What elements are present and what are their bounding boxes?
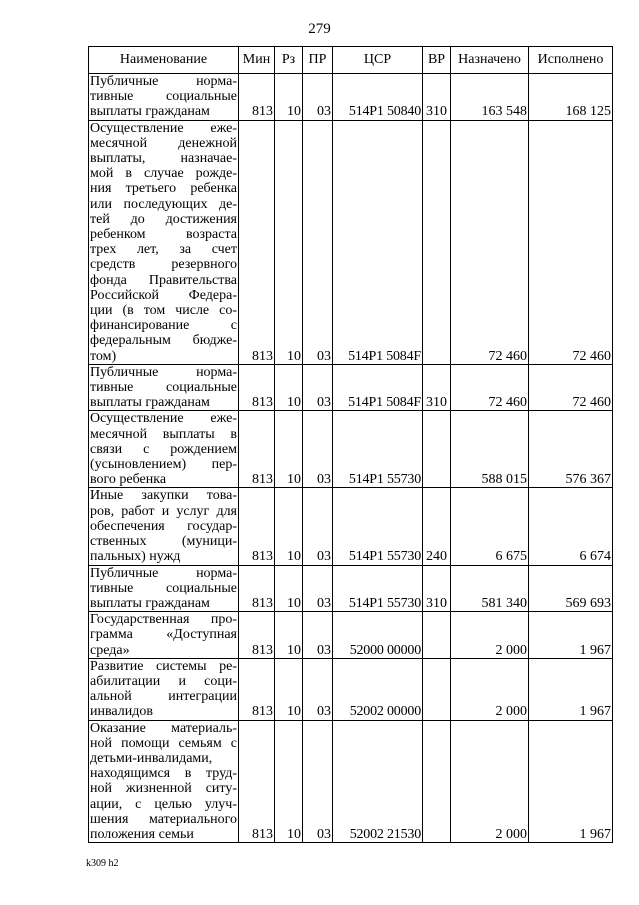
cell-vr: 310	[423, 74, 451, 121]
cell-rz: 10	[275, 74, 303, 121]
cell-name	[89, 658, 239, 720]
cell-csr: 514P1 50840	[333, 74, 423, 121]
cell-csr: 514P1 5084F	[333, 120, 423, 364]
name-line: Государственная про-	[90, 612, 237, 628]
header-vr: ВР	[423, 47, 451, 74]
cell-executed: 6 674	[529, 488, 613, 565]
cell-executed: 1 967	[529, 612, 613, 659]
cell-min: 813	[239, 411, 275, 488]
cell-vr	[423, 411, 451, 488]
name-line: выплаты гражданам	[90, 595, 210, 611]
name-line: ственных (муници-	[90, 534, 237, 550]
cell-assigned: 581 340	[451, 565, 529, 612]
name-line: выплаты гражданам	[90, 104, 210, 120]
table-row	[89, 720, 613, 843]
cell-rz: 10	[275, 488, 303, 565]
cell-executed: 569 693	[529, 565, 613, 612]
cell-executed: 1 967	[529, 720, 613, 843]
cell-executed: 72 460	[529, 364, 613, 411]
name-line: ации, с целью улуч-	[90, 796, 237, 812]
name-line: ции (в том числе со-	[90, 303, 237, 319]
name-line: ров, работ и услуг для	[90, 503, 237, 519]
footer-code: k309 h2	[86, 858, 119, 869]
header-row	[89, 47, 613, 74]
header-min: Мин	[239, 47, 275, 74]
cell-pr: 03	[303, 565, 333, 612]
cell-vr: 310	[423, 565, 451, 612]
cell-pr: 03	[303, 488, 333, 565]
name-line: абилитации и соци-	[90, 673, 237, 689]
name-line: (усыновлением) пер-	[90, 457, 237, 473]
table-row	[89, 488, 613, 565]
cell-name	[89, 364, 239, 411]
name-line: среда»	[90, 642, 130, 658]
name-line: Осуществление еже-	[90, 120, 237, 136]
name-line: вого ребенка	[90, 472, 167, 488]
name-line: пальных) нужд	[90, 549, 181, 565]
cell-rz: 10	[275, 411, 303, 488]
cell-vr	[423, 612, 451, 659]
cell-pr: 03	[303, 720, 333, 843]
cell-min: 813	[239, 565, 275, 612]
table-header	[89, 47, 613, 74]
name-line: том)	[90, 348, 117, 364]
name-line: Оказание материаль-	[90, 720, 237, 736]
cell-pr: 03	[303, 658, 333, 720]
cell-assigned: 6 675	[451, 488, 529, 565]
name-line: грамма «Доступная	[90, 627, 237, 643]
name-line: Публичные норма-	[90, 74, 237, 89]
cell-name	[89, 488, 239, 565]
cell-min: 813	[239, 612, 275, 659]
cell-executed: 1 967	[529, 658, 613, 720]
name-line: ребенком возраста	[90, 227, 237, 243]
name-line: шения материального	[90, 811, 237, 827]
cell-assigned: 2 000	[451, 612, 529, 659]
cell-assigned: 163 548	[451, 74, 529, 121]
name-line: тей до достижения	[90, 211, 237, 227]
cell-min: 813	[239, 658, 275, 720]
cell-name	[89, 120, 239, 364]
header-assigned: Назначено	[451, 47, 529, 74]
name-line: средств резервного	[90, 257, 237, 273]
cell-assigned: 72 460	[451, 120, 529, 364]
name-line: тивные социальные	[90, 380, 237, 396]
name-line: альной интеграции	[90, 689, 237, 705]
cell-vr: 310	[423, 364, 451, 411]
name-line: ной помощи семьям с	[90, 735, 237, 751]
header-name: Наименование	[89, 47, 239, 74]
name-line: находящимся в труд-	[90, 766, 237, 782]
name-line: месячной денежной	[90, 135, 237, 151]
cell-csr: 514P1 5084F	[333, 364, 423, 411]
cell-rz: 10	[275, 612, 303, 659]
cell-executed: 576 367	[529, 411, 613, 488]
name-line: Публичные норма-	[90, 565, 237, 581]
name-line: или последующих де-	[90, 196, 237, 212]
table-row	[89, 74, 613, 121]
header-csr: ЦСР	[333, 47, 423, 74]
name-line: Развитие системы ре-	[90, 658, 237, 674]
table-row	[89, 364, 613, 411]
name-line: трех лет, за счет	[90, 242, 237, 258]
cell-csr: 52000 00000	[333, 612, 423, 659]
cell-min: 813	[239, 364, 275, 411]
name-line: тивные социальные	[90, 89, 237, 105]
name-line: Публичные норма-	[90, 364, 237, 380]
name-line: Российской Федера-	[90, 287, 237, 303]
cell-min: 813	[239, 74, 275, 121]
budget-table	[88, 46, 613, 843]
cell-pr: 03	[303, 612, 333, 659]
name-line: обеспечения государ-	[90, 518, 237, 534]
name-line: положения семьи	[90, 826, 194, 842]
header-rz: Рз	[275, 47, 303, 74]
cell-pr: 03	[303, 120, 333, 364]
cell-vr: 240	[423, 488, 451, 565]
cell-executed: 168 125	[529, 74, 613, 121]
cell-csr: 514P1 55730	[333, 411, 423, 488]
cell-vr	[423, 720, 451, 843]
cell-vr	[423, 658, 451, 720]
cell-assigned: 72 460	[451, 364, 529, 411]
cell-csr: 52002 00000	[333, 658, 423, 720]
cell-name	[89, 74, 239, 121]
header-executed: Исполнено	[529, 47, 613, 74]
cell-name	[89, 565, 239, 612]
name-line: инвалидов	[90, 704, 153, 720]
name-line: Иные закупки това-	[90, 488, 237, 504]
name-line: связи с рождением	[90, 441, 237, 457]
cell-assigned: 2 000	[451, 720, 529, 843]
name-line: выплаты гражданам	[90, 395, 210, 411]
table-body	[89, 74, 613, 843]
cell-pr: 03	[303, 411, 333, 488]
name-line: ния третьего ребенка	[90, 181, 237, 197]
cell-min: 813	[239, 120, 275, 364]
cell-rz: 10	[275, 658, 303, 720]
cell-executed: 72 460	[529, 120, 613, 364]
name-line: детьми-инвалидами,	[90, 750, 213, 766]
table-row	[89, 120, 613, 364]
name-line: выплаты, назначае-	[90, 151, 237, 167]
name-line: мой в случае рожде-	[90, 166, 237, 182]
cell-min: 813	[239, 488, 275, 565]
name-line: тивные социальные	[90, 580, 237, 596]
cell-assigned: 2 000	[451, 658, 529, 720]
header-pr: ПР	[303, 47, 333, 74]
name-line: Осуществление еже-	[90, 411, 237, 427]
table-row	[89, 612, 613, 659]
cell-csr: 514P1 55730	[333, 488, 423, 565]
page-number: 279	[308, 21, 331, 37]
name-line: фонда Правительства	[90, 272, 237, 288]
cell-rz: 10	[275, 120, 303, 364]
cell-csr: 52002 21530	[333, 720, 423, 843]
table-row	[89, 411, 613, 488]
table-row	[89, 658, 613, 720]
cell-vr	[423, 120, 451, 364]
name-line: ной жизненной ситу-	[90, 781, 237, 797]
cell-pr: 03	[303, 364, 333, 411]
cell-min: 813	[239, 720, 275, 843]
cell-rz: 10	[275, 720, 303, 843]
name-line: финансирование с	[90, 318, 237, 334]
table-row	[89, 565, 613, 612]
cell-name	[89, 612, 239, 659]
name-line: федеральным бюдже-	[90, 333, 237, 349]
cell-rz: 10	[275, 364, 303, 411]
cell-assigned: 588 015	[451, 411, 529, 488]
cell-name	[89, 720, 239, 843]
cell-name	[89, 411, 239, 488]
cell-csr: 514P1 55730	[333, 565, 423, 612]
cell-rz: 10	[275, 565, 303, 612]
name-line: месячной выплаты в	[90, 426, 237, 442]
cell-pr: 03	[303, 74, 333, 121]
